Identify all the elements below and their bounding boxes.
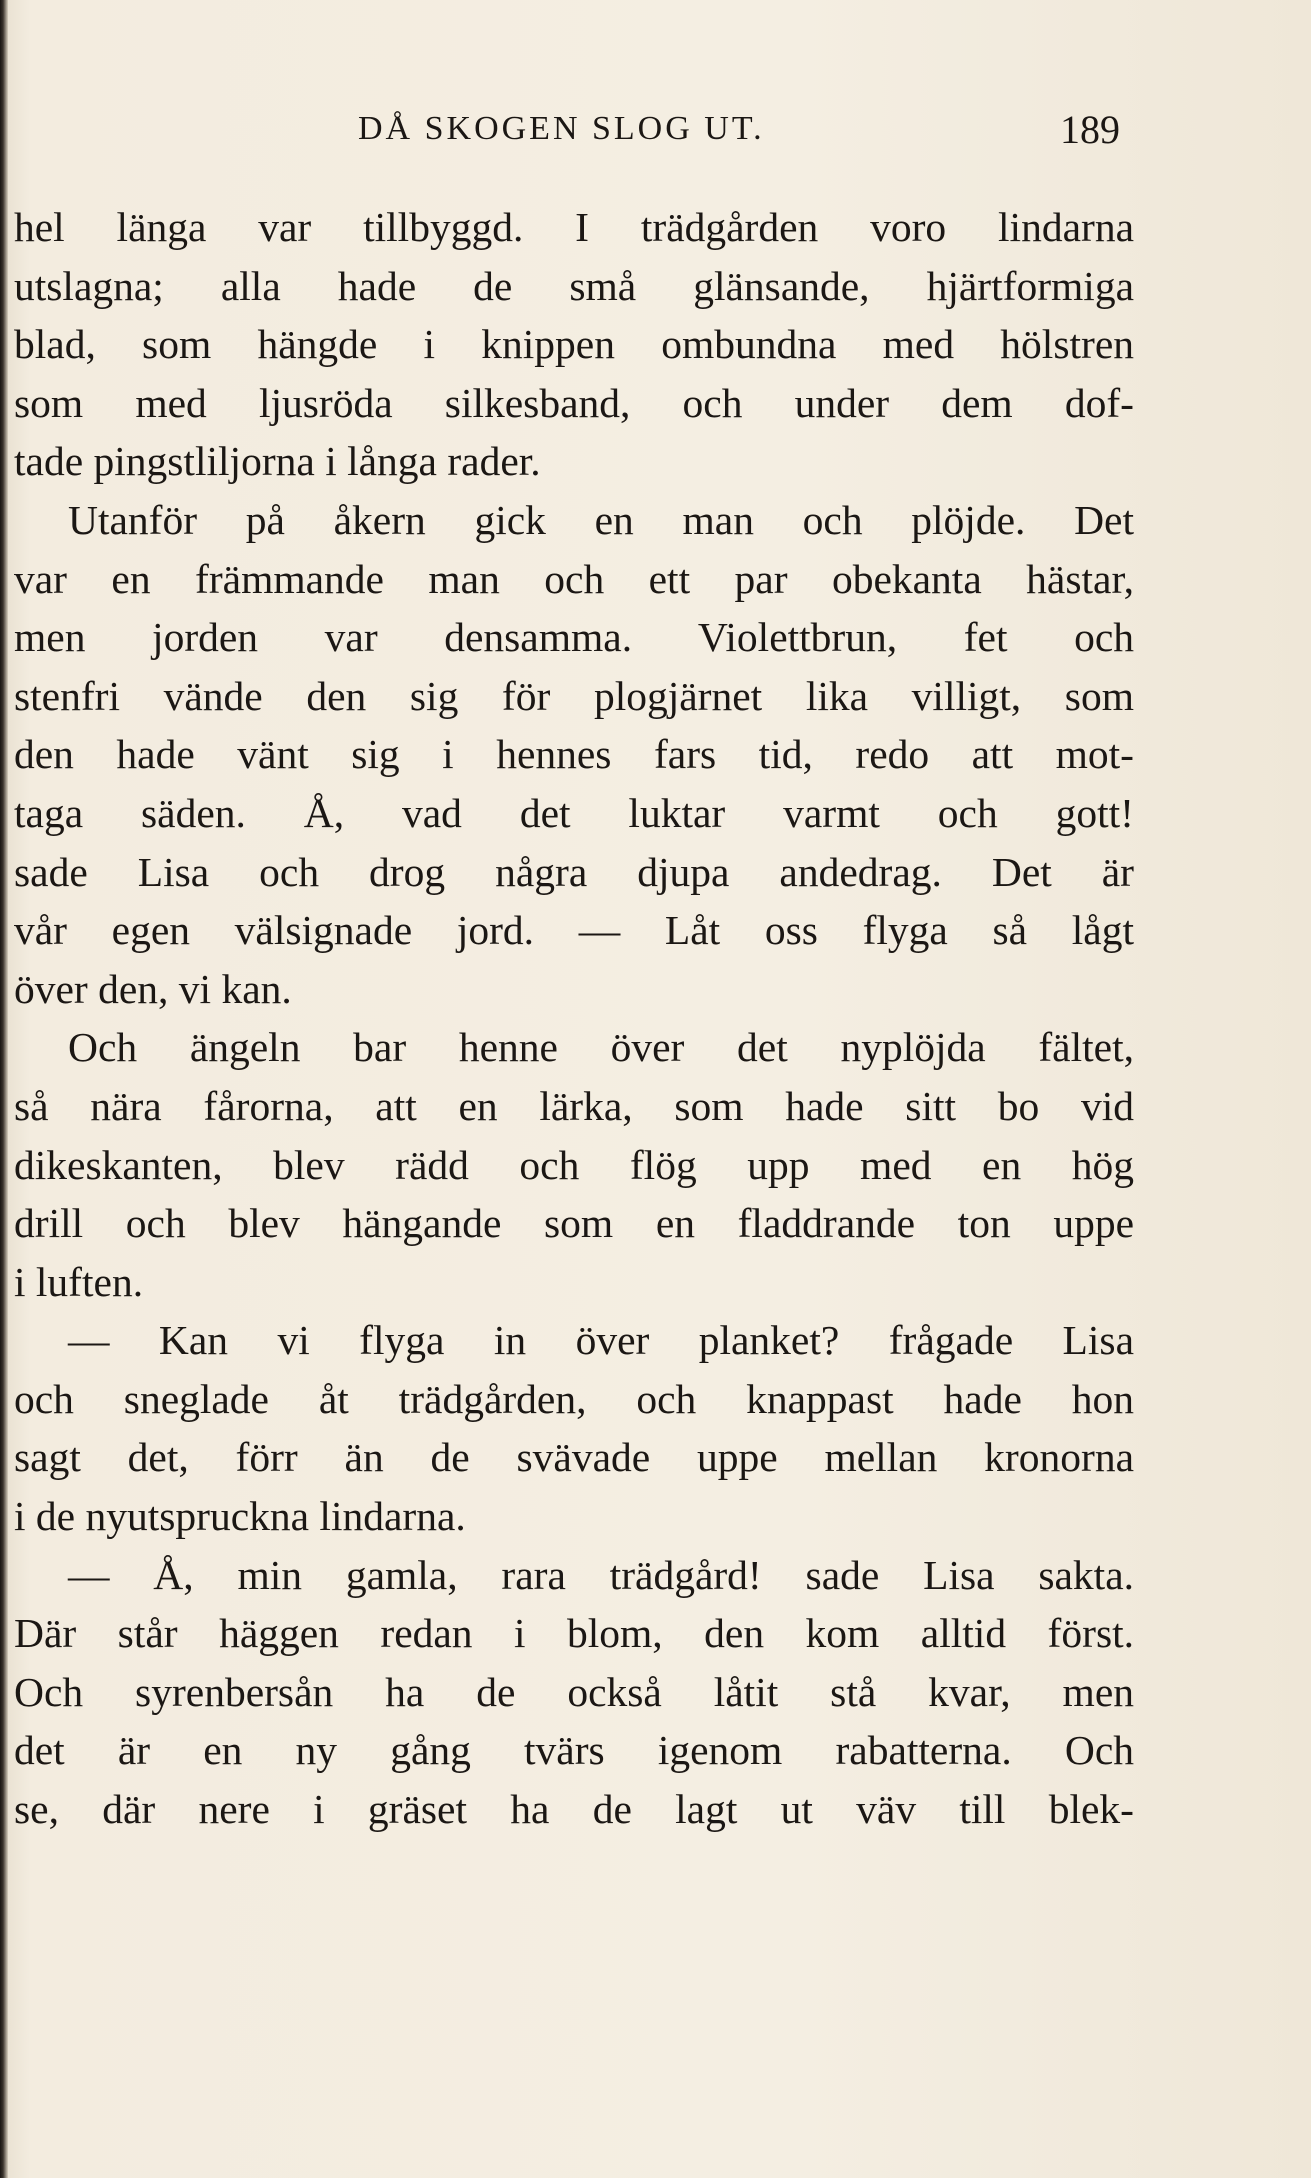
running-head [0, 107, 1311, 170]
text-line: stenfri vände den sig för plogjärnet lika villigt, som [14, 672, 1134, 719]
text-line: — Å, min gamla, rara trädgård! sade Lisa sakta. [68, 1551, 1134, 1598]
text-line: det är en ny gång tvärs igenom rabatterna. Och [14, 1727, 1134, 1774]
text-line: Där står häggen redan i blom, den kom alltid först. [14, 1610, 1134, 1657]
chapter-title: DÅ SKOGEN SLOG UT. [358, 110, 765, 147]
text-line: Och syrenbersån ha de också låtit stå kvar, men [14, 1668, 1134, 1715]
text-line: i luften. [14, 1258, 144, 1305]
text-line: drill och blev hängande som en fladdrande ton uppe [14, 1200, 1134, 1247]
page-number: 189 [1060, 107, 1120, 152]
text-line: se, där nere i gräset ha de lagt ut väv till blek- [14, 1786, 1134, 1833]
text-line: så nära fårorna, att en lärka, som hade sitt bo vid [14, 1082, 1134, 1129]
text-line: och sneglade åt trädgården, och knappast hade hon [14, 1375, 1134, 1422]
text-line: hel länga var tillbyggd. I trädgården voro lindarna [14, 204, 1134, 250]
text-line: som med ljusröda silkesband, och under dem dof- [14, 379, 1134, 426]
text-line: dikeskanten, blev rädd och flög upp med en hög [14, 1141, 1134, 1188]
text-line: Utanför på åkern gick en man och plöjde. Det [68, 496, 1134, 543]
text-line: — Kan vi flyga in över planket? frågade Lisa [68, 1317, 1134, 1364]
text-line: blad, som hängde i knippen ombundna med hölstren [14, 321, 1134, 368]
text-line: taga säden. Å, vad det luktar varmt och gott! [14, 789, 1134, 836]
text-line: vår egen välsignade jord. — Låt oss flyga så lågt [14, 907, 1134, 954]
text-line: tade pingstliljorna i långa rader. [14, 438, 541, 485]
text-line: över den, vi kan. [14, 965, 292, 1012]
text-line: utslagna; alla hade de små glänsande, hjärtformiga [14, 262, 1134, 309]
text-line: i de nyutspruckna lindarna. [14, 1493, 466, 1540]
text-line: Och ängeln bar henne över det nyplöjda fältet, [68, 1024, 1134, 1071]
text-line: sade Lisa och drog några djupa andedrag. Det är [14, 848, 1134, 895]
text-line: sagt det, förr än de svävade uppe mellan kronorna [14, 1434, 1134, 1481]
body-text [14, 198, 1134, 1839]
text-line: den hade vänt sig i hennes fars tid, redo att mot- [14, 731, 1134, 778]
text-line: men jorden var densamma. Violettbrun, fet och [14, 614, 1134, 661]
page-binding-edge [0, 0, 8, 2178]
text-line: var en främmande man och ett par obekanta hästar, [14, 555, 1134, 602]
